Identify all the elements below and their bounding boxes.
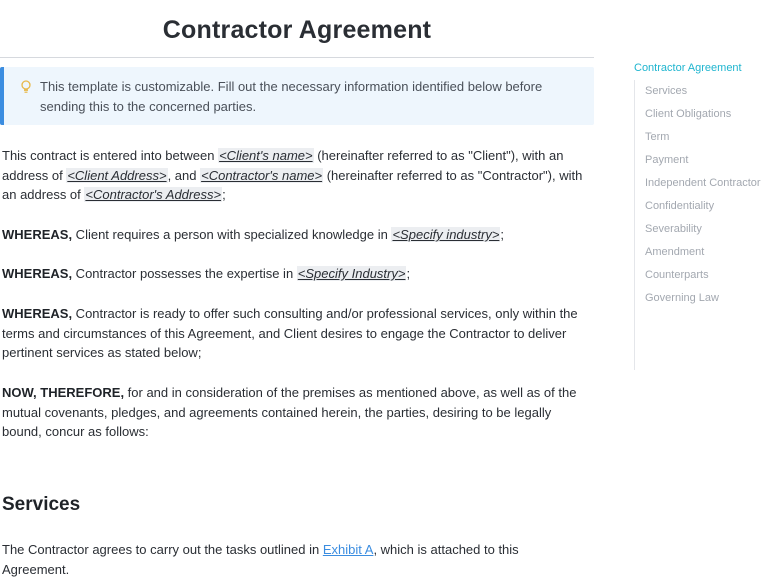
placeholder-specify-industry-2[interactable]: <Specify Industry> — [297, 266, 406, 281]
placeholder-client-name[interactable]: <Client's name> — [219, 148, 313, 163]
intro-paragraph — [2, 146, 592, 205]
now-therefore-paragraph — [2, 383, 592, 442]
placeholder-client-address[interactable]: <Client Address> — [67, 167, 167, 183]
toc-divider — [634, 80, 635, 370]
text-run: for and in consideration of the premises as mentioned above, as well as of the mutual covenants, pledges, and agreements contained herein, the parties, desiring to be legally bound, concur as follows: — [2, 385, 577, 439]
placeholder-contractor-name[interactable]: <Contractor's name> — [201, 167, 323, 183]
toc-item-client-obligations[interactable]: Client Obligations — [645, 108, 732, 120]
toc-item-amendment[interactable]: Amendment — [645, 246, 705, 258]
whereas-label: WHEREAS, — [2, 266, 73, 281]
now-therefore-label: NOW, THEREFORE, — [2, 385, 125, 400]
text-run: ; — [222, 187, 226, 202]
toc-item-term[interactable]: Term — [645, 131, 670, 143]
toc-item-counterparts[interactable]: Counterparts — [645, 269, 709, 281]
text-run: Contractor possesses the expertise in — [72, 266, 297, 281]
whereas-paragraph-3 — [2, 304, 592, 363]
whereas-label: WHEREAS, — [2, 227, 73, 242]
toc-item-services[interactable]: Services — [645, 85, 688, 97]
text-run: ; — [406, 266, 411, 281]
title-divider — [0, 57, 594, 58]
text-run: , which is attached to this Agreement. — [2, 542, 519, 577]
exhibit-a-link[interactable]: Exhibit A — [322, 542, 374, 557]
text-run: , and — [167, 167, 201, 183]
text-run: (hereinafter referred to as "Contractor"), with an address of — [2, 167, 583, 202]
placeholder-specify-industry[interactable]: <Specify industry> — [392, 227, 500, 242]
toc-item-severability[interactable]: Severability — [645, 223, 702, 235]
text-run: Client requires a person with specialized knowledge in — [72, 227, 392, 242]
toc-item-independent-contractor[interactable]: Independent Contractor — [645, 177, 761, 189]
text-run: The Contractor agrees to carry out the tasks outlined in — [2, 542, 323, 557]
services-paragraph — [2, 540, 542, 579]
page-title: Contractor Agreement — [162, 16, 432, 44]
services-heading: Services — [2, 494, 81, 515]
text-run: (hereinafter referred to as "Client"), with an address of — [2, 148, 564, 183]
whereas-label: WHEREAS, — [2, 306, 73, 321]
toc-item-payment[interactable]: Payment — [645, 154, 689, 166]
toc-item-contractor-agreement[interactable]: Contractor Agreement — [634, 62, 742, 74]
info-callout — [0, 67, 594, 125]
whereas-paragraph-1 — [2, 225, 592, 245]
placeholder-contractor-address[interactable]: <Contractor's Address> — [85, 187, 222, 202]
callout-text: This template is customizable. Fill out the necessary information identified below before sending this to the concerned parties. — [40, 79, 543, 114]
text-run: ; — [500, 227, 505, 242]
whereas-paragraph-2 — [2, 264, 592, 284]
toc-item-governing-law[interactable]: Governing Law — [645, 292, 719, 304]
lightbulb-icon — [20, 80, 32, 94]
toc-item-confidentiality[interactable]: Confidentiality — [645, 200, 715, 212]
text-run: Contractor is ready to offer such consulting and/or professional services, only within the terms and circumstances of this Agreement, and Client desires to engage the Contractor to deliver pertinent services as stated below; — [2, 306, 578, 360]
text-run: This contract is entered into between — [2, 148, 219, 163]
